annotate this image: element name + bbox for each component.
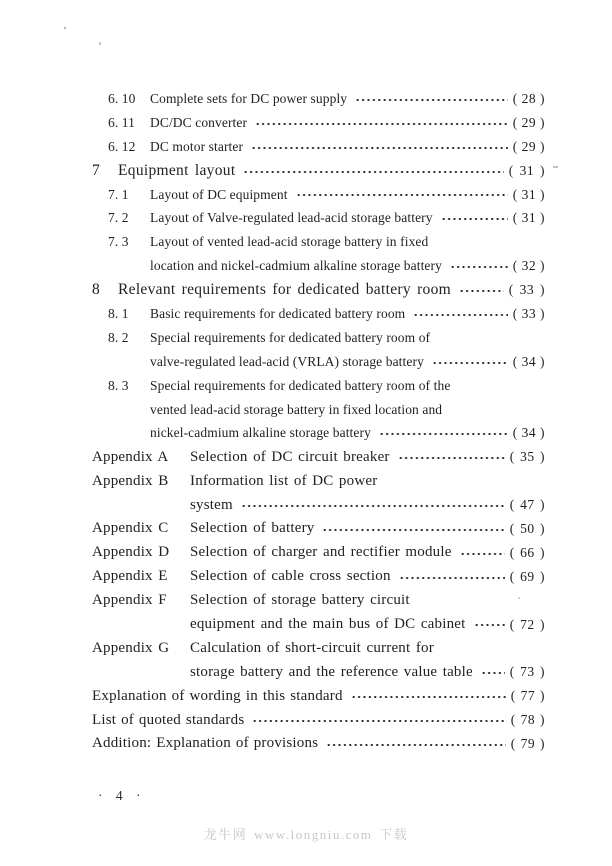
entry-page: ( 28 )	[512, 90, 545, 106]
dot-leader	[399, 565, 505, 589]
entry-number: Appendix B	[92, 472, 169, 489]
dot-leader	[351, 684, 506, 708]
entry-number: Appendix C	[92, 520, 169, 537]
entry-title: vented lead-acid storage battery in fixed location and	[150, 401, 443, 417]
entry-number: 8. 1	[108, 305, 129, 321]
entry-title: location and nickel-cadmium alkaline storage battery	[150, 258, 442, 274]
entry-number: Appendix D	[92, 544, 170, 561]
toc-entry	[92, 469, 545, 493]
entry-page: ( 33 )	[508, 282, 545, 298]
dot-leader	[326, 732, 506, 756]
entry-number: 7. 3	[108, 234, 129, 250]
entry-title: Special requirements for dedicated battery room of	[150, 329, 431, 345]
entry-page: ( 33 )	[512, 305, 545, 321]
entry-number: Appendix E	[92, 568, 168, 585]
entry-page: ( 31 )	[508, 162, 545, 178]
dot-leader	[460, 541, 505, 565]
entry-number: 7. 1	[108, 186, 129, 202]
toc-entry-continuation	[92, 254, 545, 278]
entry-page: ( 72 )	[509, 616, 545, 632]
entry-number: 8. 2	[108, 329, 129, 345]
entry-number: 6. 11	[108, 114, 135, 130]
entry-page: ( 66 )	[509, 544, 545, 560]
entry-number: Appendix F	[92, 592, 167, 609]
entry-number: 8. 3	[108, 377, 129, 393]
entry-title: Layout of Valve-regulated lead-acid storage battery	[150, 210, 433, 226]
entry-title: Selection of DC circuit breaker	[190, 448, 390, 465]
toc-entry	[92, 135, 545, 159]
dot-leader	[379, 421, 508, 445]
toc-entry-continuation	[92, 398, 545, 422]
dot-leader	[355, 87, 508, 111]
entry-title: Layout of vented lead-acid storage battery in fixed	[150, 234, 429, 250]
page-number: · 4 ·	[98, 788, 143, 803]
scan-speck	[99, 42, 101, 45]
toc-entry-continuation	[92, 660, 545, 684]
toc-entry	[92, 278, 545, 302]
entry-page: ( 47 )	[509, 497, 545, 513]
toc-entry	[92, 517, 545, 541]
entry-page: ( 73 )	[509, 664, 545, 680]
entry-page: ( 35 )	[509, 449, 545, 465]
dot-leader	[398, 445, 505, 469]
entry-title: Selection of charger and rectifier module	[190, 544, 452, 561]
entry-page: ( 79 )	[510, 735, 545, 751]
entry-page: ( 78 )	[510, 712, 545, 728]
toc-entry	[92, 302, 545, 326]
entry-page: ( 34 )	[512, 353, 545, 369]
entry-title: Relevant requirements for dedicated battery room	[118, 281, 451, 299]
entry-title: Special requirements for dedicated battery room of the	[150, 377, 451, 393]
dot-leader	[481, 660, 505, 684]
entry-page: ( 29 )	[512, 138, 545, 154]
scan-speck	[553, 166, 558, 168]
entry-number: 6. 12	[108, 138, 136, 154]
entry-page: ( 31 )	[512, 186, 545, 202]
entry-page: ( 77 )	[510, 688, 545, 704]
dot-leader	[322, 517, 504, 541]
entry-page: ( 29 )	[512, 114, 545, 130]
toc-entry	[92, 87, 545, 111]
toc-entry	[92, 326, 545, 350]
entry-title: Layout of DC equipment	[150, 186, 288, 202]
entry-number: Appendix G	[92, 639, 170, 656]
watermark-text: 龙牛网 www.longniu.com 下载	[203, 827, 409, 842]
entry-title: Information list of DC power	[190, 472, 378, 489]
entry-title: storage battery and the reference value table	[190, 663, 473, 680]
entry-title: Equipment layout	[118, 161, 236, 179]
toc-entry	[92, 541, 545, 565]
entry-number: 8	[92, 281, 101, 299]
entry-title: List of quoted standards	[92, 711, 245, 728]
dot-leader	[255, 111, 508, 135]
entry-page: ( 69 )	[509, 568, 545, 584]
scan-speck	[64, 27, 66, 29]
toc-entry	[92, 183, 545, 207]
dot-leader	[252, 708, 505, 732]
entry-title: Basic requirements for dedicated battery room	[150, 305, 406, 321]
entry-title: DC/DC converter	[150, 114, 248, 130]
dot-leader	[296, 183, 508, 207]
toc-entry	[92, 732, 545, 756]
toc-entry	[92, 565, 545, 589]
entry-title: Selection of battery	[190, 520, 315, 537]
entry-title: equipment and the main bus of DC cabinet	[190, 616, 466, 633]
entry-number: 6. 10	[108, 90, 136, 106]
entry-title: valve-regulated lead-acid (VRLA) storage battery	[150, 353, 424, 369]
dot-leader	[459, 278, 504, 302]
dot-leader	[432, 350, 508, 374]
dot-leader	[243, 159, 503, 183]
dot-leader	[241, 493, 505, 517]
toc-entry	[92, 684, 545, 708]
entry-title: Selection of storage battery circuit	[190, 592, 410, 609]
entry-title: Explanation of wording in this standard	[92, 687, 343, 704]
toc-entry	[92, 159, 545, 183]
entry-page: ( 34 )	[512, 425, 545, 441]
toc-entry	[92, 111, 545, 135]
entry-title: Calculation of short-circuit current for	[190, 639, 434, 656]
entry-number: 7	[92, 161, 101, 179]
toc-entry	[92, 445, 545, 469]
toc-entry-continuation	[92, 350, 545, 374]
toc-entry	[92, 589, 545, 613]
entry-title: Addition: Explanation of provisions	[92, 735, 319, 752]
toc-entry	[92, 636, 545, 660]
toc-entry-continuation	[92, 421, 545, 445]
dot-leader	[450, 254, 508, 278]
table-of-contents	[92, 87, 545, 756]
entry-number: Appendix A	[92, 448, 169, 465]
entry-title: system	[190, 496, 233, 513]
toc-entry-continuation	[92, 493, 545, 517]
toc-entry-continuation	[92, 613, 545, 637]
entry-title: DC motor starter	[150, 138, 244, 154]
dot-leader	[251, 135, 508, 159]
entry-page: ( 31 )	[512, 210, 545, 226]
toc-entry	[92, 230, 545, 254]
entry-title: Complete sets for DC power supply	[150, 90, 348, 106]
entry-page: ( 50 )	[509, 520, 545, 536]
dot-leader	[441, 206, 508, 230]
toc-entry	[92, 374, 545, 398]
entry-number: 7. 2	[108, 210, 129, 226]
dot-leader	[413, 302, 507, 326]
entry-title: nickel-cadmium alkaline storage battery	[150, 425, 371, 441]
scan-speck	[518, 597, 520, 599]
toc-entry	[92, 708, 545, 732]
dot-leader	[474, 613, 505, 637]
entry-page: ( 32 )	[512, 258, 545, 274]
entry-title: Selection of cable cross section	[190, 568, 391, 585]
toc-entry	[92, 206, 545, 230]
